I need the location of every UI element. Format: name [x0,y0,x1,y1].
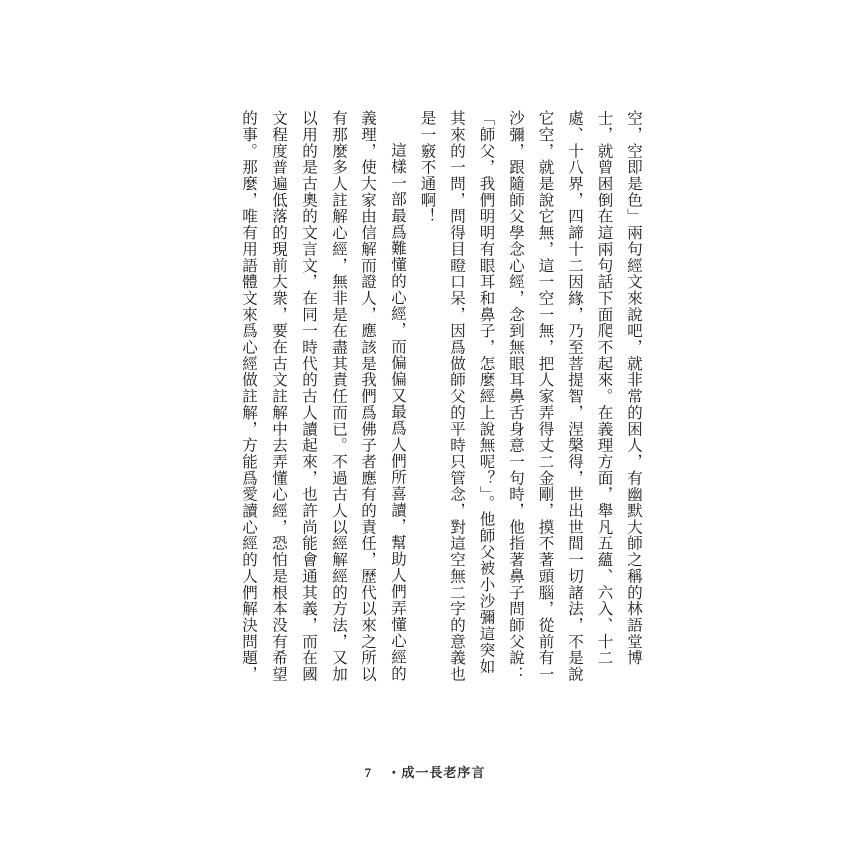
text-column-11: 有那麼多人註解心經，無非是在盡其責任而已。不過古人以經解經的方法，又加 [330,110,348,683]
text-column-9-paragraph-start: 這樣一部最爲難懂的心經，而偏偏又最爲人們所喜讀，幫助人們弄懂心經的 [389,142,407,682]
text-column-8: 是一竅不通啊！ [418,110,437,225]
page-footer [0,762,850,781]
text-column-2: 士，就曾困倒在這兩句話下面爬不起來。在義理方面，舉凡五蘊、六入、十二 [595,110,614,666]
text-column-10: 義理，使大家由信解而證人，應該是我們爲佛子者應有的責任，歷代以來之所以 [359,110,377,683]
text-column-5: 沙彌，跟隨師父學念心經，念到無眼耳鼻舌身意一句時，他指著鼻子問師父說： [507,110,525,683]
text-column-1: 空，空即是色」兩句經文來說吧，就非常的困人，有幽默大師之稱的林語堂博 [625,110,643,666]
page-number: 7 [364,765,373,780]
text-column-3: 處、十八界，四諦十二因緣，乃至菩提智，涅槃得，世出世間一切諸法，不是說 [566,110,584,683]
running-head: ・成一長老序言 [387,766,486,781]
vertical-text-body [230,110,645,710]
text-column-6: 「師父，我們明明有眼耳和鼻子，怎麼經上說無呢？」。他師父被小沙彌這突如 [477,110,496,675]
text-column-4: 它空，就是說它無，這一空一無，把人家弄得丈二金剛，摸不著頭腦，從前有一 [536,110,555,683]
text-column-13: 文程度普遍低落的現前大衆，要在古文註解中去弄懂心經，恐怕是根本没有希望 [270,110,288,683]
text-column-12: 以用的是古奧的文言文，在同一時代的古人讀起來，也許尚能會通其義，而在國 [300,110,318,683]
text-column-7: 其來的一問，問得目瞪口呆，因爲做師父的平時只管念，對這空無二字的意義也 [448,110,466,683]
text-column-14: 的事。那麼，唯有用語體文來爲心經做註解，方能爲愛讀心經的人們解決問題， [240,110,258,683]
